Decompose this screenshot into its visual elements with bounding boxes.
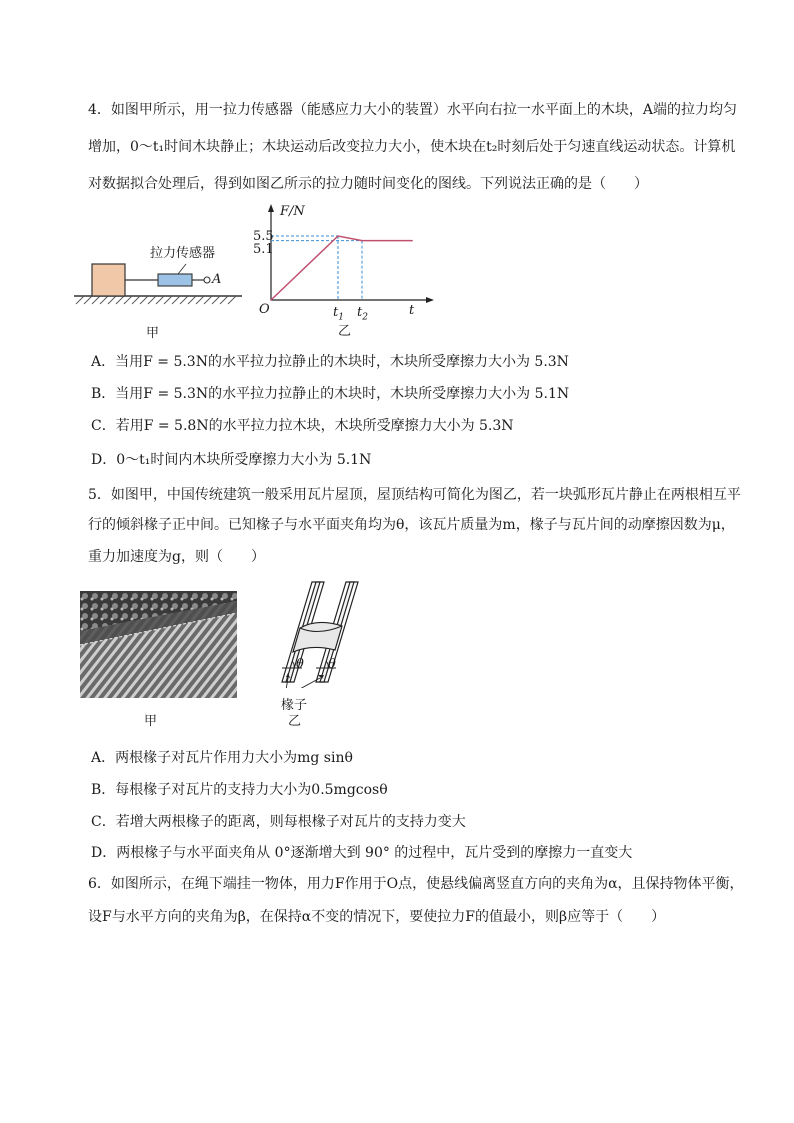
y-tick-5-5: 5.5 — [253, 229, 274, 244]
rafter-label: 椽子 — [281, 698, 308, 713]
q5-rafter-diagram — [272, 578, 382, 688]
q6-stem-line-2: 设F与水平方向的夹角为β，在保持α不变的情况下，要使拉力F的值最小，则β应等于（ ） — [88, 909, 666, 925]
fig-yi-caption: 乙 — [338, 324, 352, 339]
fig-jia-caption: 甲 — [146, 326, 160, 341]
q5-option-d: D．两根椽子与水平面夹角从 0°逐渐增大到 90° 的过程中，瓦片受到的摩擦力一直变大 — [91, 845, 633, 861]
q5-stem-line-1: 5．如图甲，中国传统建筑一般采用瓦片屋顶，屋顶结构可简化为图乙，若一块弧形瓦片静止在两根相互平 — [88, 487, 741, 503]
q5-option-a: A．两根椽子对瓦片作用力大小为mg sinθ — [91, 750, 353, 766]
q4-option-c: C．若用F = 5.8N的水平拉力拉木块，木块所受摩擦力大小为 5.3N — [91, 418, 514, 434]
curve-point-O — [270, 299, 272, 301]
q6-stem-line-1: 6．如图所示，在绳下端挂一物体，用力F作用于O点，使悬线偏离竖直方向的夹角为α，且保持物体平衡， — [88, 876, 744, 892]
origin-label: O — [259, 302, 270, 317]
theta-label-right: θ — [328, 657, 336, 672]
end-a-ring — [204, 277, 210, 283]
q4-option-d: D．0～t₁时间内木块所受摩擦力大小为 5.1N — [91, 452, 372, 468]
curve-point-end — [411, 240, 413, 242]
curve-point-t2 — [361, 240, 363, 242]
q5-option-b: B．每根椽子对瓦片的支持力大小为0.5mgcosθ — [91, 782, 388, 798]
q5-fig-jia-caption: 甲 — [144, 714, 158, 729]
force-curve — [271, 236, 412, 300]
q4-stem-line-2: 增加，0～t₁时间木块静止；木块运动后改变拉力大小，使木块在t₂时刻后处于匀速直线运动状态。计算机 — [88, 139, 736, 155]
q4-option-b: B．当用F = 5.3N的水平拉力拉静止的木块时，木块所受摩擦力大小为 5.1N — [91, 386, 570, 402]
y-axis-arrow — [268, 204, 274, 212]
force-sensor — [158, 274, 192, 286]
end-a-label: A — [212, 272, 222, 287]
q5-roof-photo — [80, 591, 237, 698]
x-tick-t1: $t_1$ — [333, 305, 344, 323]
q4-stem-line-1: 4．如图甲所示，用一拉力传感器（能感应力大小的装置）水平向右拉一水平面上的木块，A端的拉力均匀 — [88, 102, 738, 118]
q5-option-c: C．若增大两根椽子的距离，则每根椽子对瓦片的支持力变大 — [91, 814, 466, 830]
q5-fig-yi-caption: 乙 — [288, 714, 302, 729]
q5-stem-line-2: 行的倾斜椽子正中间。已知椽子与水平面夹角均为θ，该瓦片质量为m，椽子与瓦片间的动摩擦因数为μ， — [88, 517, 735, 533]
curve-point-t1 — [337, 235, 339, 237]
ground-hatch — [76, 296, 236, 304]
y-axis-label: F/N — [280, 204, 305, 219]
theta-label-left: θ — [296, 657, 304, 672]
x-tick-t2: $t_2$ — [357, 305, 368, 323]
wood-block — [92, 264, 125, 296]
q5-stem-line-3: 重力加速度为g，则（ ） — [88, 549, 265, 565]
y-tick-5-1: 5.1 — [253, 242, 274, 257]
x-axis-label: t — [409, 303, 415, 318]
q4-stem-line-3: 对数据拟合处理后，得到如图乙所示的拉力随时间变化的图线。下列说法正确的是（ ） — [88, 176, 648, 192]
sensor-label: 拉力传感器 — [150, 246, 216, 261]
q4-option-a: A．当用F = 5.3N的水平拉力拉静止的木块时，木块所受摩擦力大小为 5.3N — [91, 354, 569, 370]
x-axis-arrow — [426, 297, 434, 303]
